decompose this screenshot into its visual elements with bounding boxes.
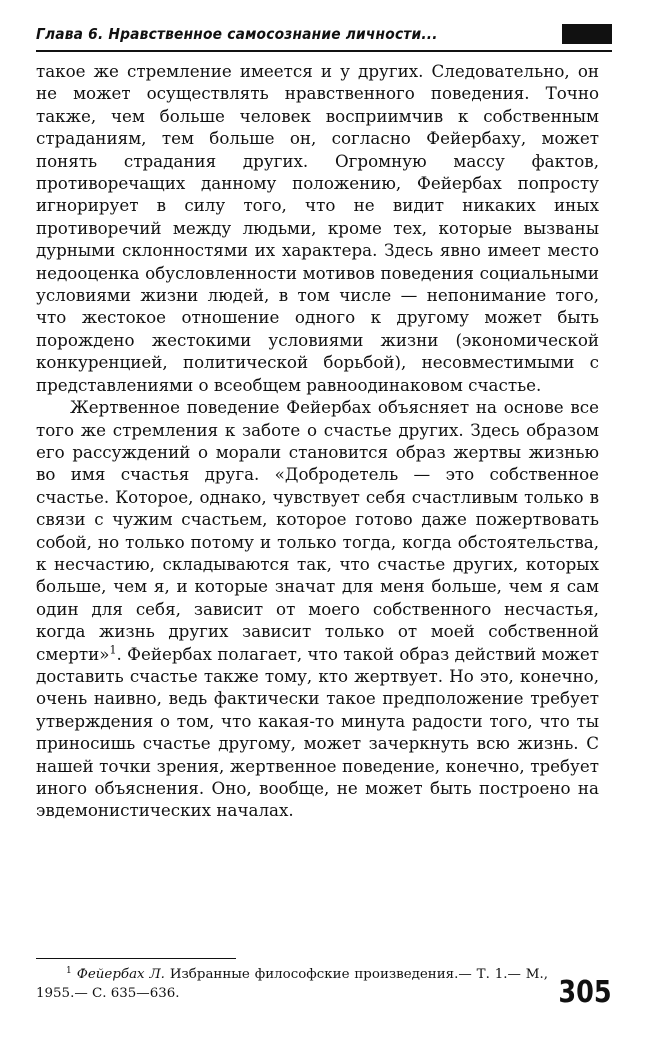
paragraph-2: [36, 396, 599, 822]
main-text: [36, 60, 599, 822]
page-number: 305: [558, 975, 612, 1010]
running-header: [36, 22, 612, 52]
paragraph-1: такое же стремление имеется и у других. Следовательно, он не может осуществлять нравственного поведения. Точно также, чем больше человек восприимчив к собственным страданиям, тем больше он, согласно Фейербаху, может понять страдания других. Огромную массу фактов, противоречащих данному положению, Фейербах попросту игнорирует в силу того, что не видит никаких иных противоречий между людьми, кроме тех, которые вызваны дурными склонностями их характера. Здесь явно имеет место недооценка обусловленности мотивов поведения социальными условиями жизни людей, в том числе — непонимание того, что жестокое отношение одного к другому может быть порождено жестокими условиями жизни (экономической конкуренцией, политической борьбой), несовместимыми с представлениями о всеобщем равноодинаковом счастье.: [36, 61, 599, 395]
paragraph-2-continuation: . Фейербах полагает, что такой образ действий может доставить счастье также тому, кто жертвует. Но это, конечно, очень наивно, ведь фактически такое предположение требует утверждения о том, что какая-то минута радости того, что ты приносишь счастье другому, может зачеркнуть всю жизнь. С нашей точки зрения, жертвенное поведение, конечно, требует иного объяснения. Оно, вообще, не может быть построено на эвдемонистических началах.: [36, 643, 599, 821]
footnote-text: Избранные философские произведения.— Т. 1.— М., 1955.— С. 635—636.: [36, 967, 549, 1001]
footnote: [36, 966, 548, 1003]
footnote-reference: 1: [109, 643, 117, 656]
paragraph-2-quote-part: Жертвенное поведение Фейербах объясняет на основе все того же стремления к заботе о счастье других. Здесь образом его рассуждений о морали становится образ жертвы жизнью во имя счастья друга. «Добродетель — это собственное счастье. Которое, однако, чувствует себя счастливым только в связи с чужим счастьем, которое готово даже пожертвовать собой, но только потому и только тогда, когда обстоятельства, к несчастию, складываются так, что счастье других, которых больше, чем я, и которые значат для меня больше, чем я сам один для себя, зависит от моего собственного несчастья, когда жизнь других зависит только от моей собственной смерти»: [36, 397, 599, 664]
header-black-block: [562, 24, 612, 44]
footnote-number: 1: [66, 965, 72, 976]
footnote-divider: [36, 958, 236, 959]
footnote-author: Фейербах Л.: [76, 967, 165, 982]
chapter-title: Глава 6. Нравственное самосознание личности...: [36, 25, 438, 43]
